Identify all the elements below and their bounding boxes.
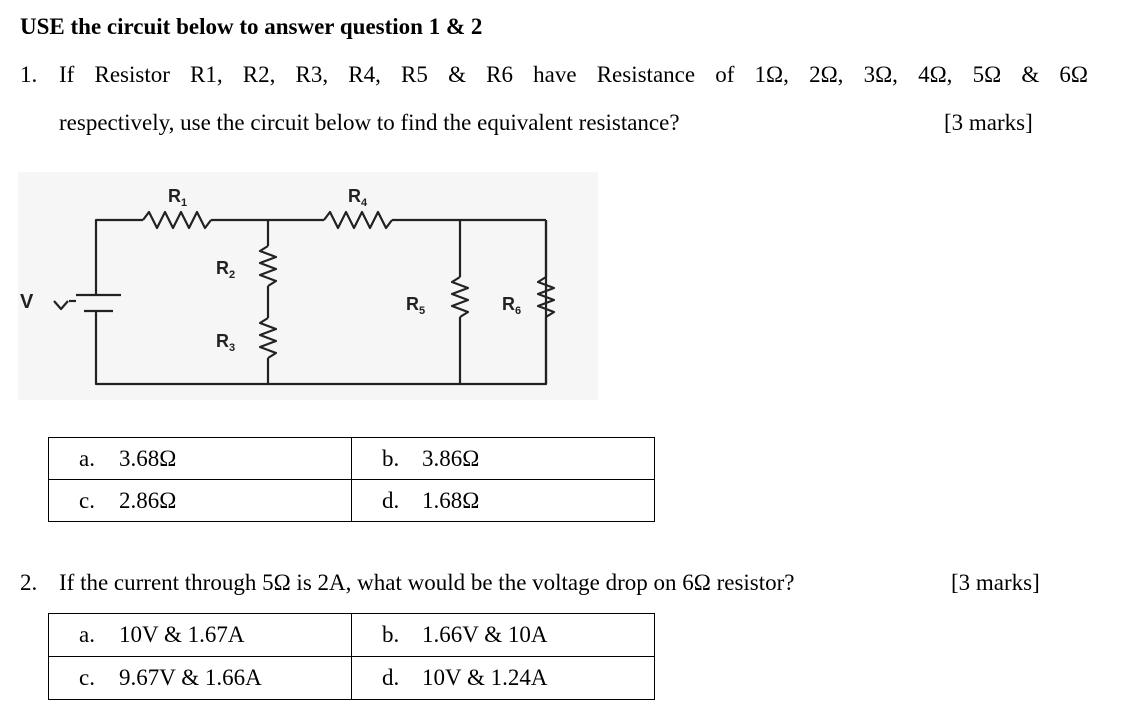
option-1b[interactable]: [352, 438, 655, 480]
question-1-line-2: respectively, use the circuit below to find the equivalent resistance?: [59, 110, 680, 135]
option-value: 3.86Ω: [422, 445, 480, 471]
section-heading: USE the circuit below to answer question 1 & 2: [20, 14, 483, 39]
label-r3-main: R: [216, 331, 229, 351]
question-2-number: 2.: [20, 570, 38, 595]
option-1a[interactable]: [49, 438, 352, 480]
circuit-diagram: [18, 172, 598, 400]
question-2-marks: [3 marks]: [951, 570, 1040, 595]
label-r5: [406, 294, 425, 317]
label-r2-main: R: [216, 258, 229, 278]
label-r1-sub: 1: [181, 197, 188, 209]
label-r2-sub: 2: [229, 269, 236, 281]
label-r3: [216, 331, 235, 354]
label-r4-sub: 4: [361, 197, 368, 209]
question-1-text: If Resistor R1, R2, R3, R4, R5 & R6 have Resistance of 1Ω, 2Ω, 3Ω, 4Ω, 5Ω & 6Ω: [59, 62, 1088, 87]
option-value: 1.68Ω: [422, 487, 480, 513]
option-label: a.: [79, 622, 95, 647]
option-label: b.: [382, 622, 400, 647]
option-value: 10V & 1.24A: [422, 665, 548, 690]
question-2-line: [20, 568, 795, 598]
wire-left-top: [96, 220, 143, 295]
option-label: d.: [382, 487, 400, 513]
resistor-r1: [143, 212, 211, 228]
option-2c[interactable]: [49, 657, 352, 700]
label-r2: [216, 258, 235, 281]
label-r1: [168, 186, 187, 209]
option-label: c.: [79, 665, 95, 690]
resistor-r2: [260, 246, 276, 286]
question-2-options: [48, 613, 655, 700]
question-1-options: [48, 437, 655, 522]
option-label: d.: [382, 665, 400, 690]
label-r4-main: R: [348, 186, 361, 206]
resistor-r3: [260, 318, 276, 358]
question-1-marks: [3 marks]: [944, 110, 1033, 135]
option-2d[interactable]: [352, 657, 655, 700]
option-value: 1.66V & 10A: [422, 622, 548, 647]
option-label: b.: [382, 445, 400, 471]
label-r6: [502, 294, 521, 317]
option-label: c.: [79, 487, 95, 513]
label-r6-main: R: [502, 294, 515, 314]
question-1-number: 1.: [20, 62, 38, 87]
source-label-v: V: [20, 291, 34, 313]
label-r6-sub: 6: [515, 305, 522, 317]
label-r4: [348, 186, 368, 209]
label-r5-main: R: [406, 294, 419, 314]
resistor-r5: [452, 277, 468, 317]
label-r3-sub: 3: [229, 342, 236, 354]
option-value: 9.67V & 1.66A: [119, 665, 262, 690]
wire-left-bottom: [96, 220, 546, 384]
option-value: 10V & 1.67A: [119, 622, 245, 647]
wire-v-lead: [54, 301, 68, 309]
question-2-text: If the current through 5Ω is 2A, what would be the voltage drop on 6Ω resistor?: [59, 570, 795, 595]
option-1c[interactable]: [49, 480, 352, 522]
question-1-line-1: [20, 60, 1088, 90]
label-r1-main: R: [168, 186, 181, 206]
option-2a[interactable]: [49, 614, 352, 657]
resistor-r4: [324, 212, 392, 228]
label-r5-sub: 5: [419, 305, 426, 317]
option-1d[interactable]: [352, 480, 655, 522]
option-value: 2.86Ω: [119, 487, 177, 513]
option-2b[interactable]: [352, 614, 655, 657]
option-label: a.: [79, 445, 95, 471]
option-value: 3.68Ω: [119, 445, 177, 471]
